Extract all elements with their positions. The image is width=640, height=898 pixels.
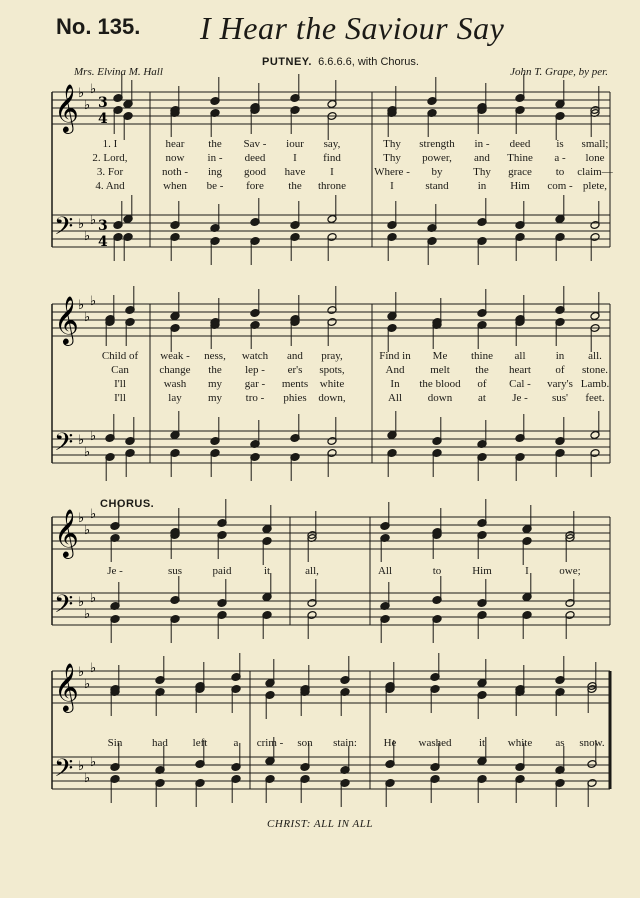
bass-clef-icon: 𝄢 [54, 590, 74, 625]
lyric-syllable: the [208, 364, 222, 376]
lyric-syllable: crim - [256, 737, 284, 749]
lyric-syllable: change [159, 364, 191, 376]
treble-clef-icon: 𝄞 [54, 508, 79, 557]
lyric-syllable: I [293, 152, 297, 164]
hymn-number: No. 135. [56, 14, 141, 39]
lyric-syllable: lone [585, 152, 605, 164]
lyric-syllable: a - [554, 152, 566, 164]
lyric-syllable: Lamb. [580, 378, 610, 390]
lyric-syllable: in [477, 180, 487, 192]
lyric-syllable: left [192, 737, 208, 749]
lyric-syllable: Sin [107, 737, 123, 749]
lyric-syllable: Find in [379, 350, 411, 362]
flat-sign-icon: ♭ [78, 665, 85, 680]
flat-sign-icon: ♭ [78, 298, 85, 313]
lyric-syllable: Can [111, 364, 129, 376]
meter: 6.6.6.6, with Chorus. [318, 56, 419, 68]
flat-sign-icon: ♭ [84, 771, 91, 786]
bass-clef-icon: 𝄢 [54, 754, 74, 789]
flat-sign-icon: ♭ [84, 310, 91, 325]
lyric-syllable: strength [419, 138, 455, 150]
flat-sign-icon: ♭ [78, 86, 85, 101]
lyric-syllable: down, [318, 392, 346, 404]
flat-sign-icon: ♭ [90, 661, 97, 676]
author-credit: Mrs. Elvina M. Hall [74, 66, 163, 78]
lyric-syllable: grace [508, 166, 532, 178]
lyric-syllable: snow. [579, 737, 605, 749]
lyric-syllable: to [555, 166, 565, 178]
tune-name: PUTNEY. [262, 56, 312, 68]
lyric-syllable: melt [430, 364, 450, 376]
lyric-syllable: stand [425, 180, 449, 192]
lyric-syllable: Thy [473, 166, 491, 178]
lyric-syllable: by [431, 166, 443, 178]
lyric-syllable: Cal - [509, 378, 531, 390]
lyric-syllable: lay [168, 392, 182, 404]
flat-sign-icon: ♭ [90, 507, 97, 522]
composer-credit: John T. Grape, by per. [510, 66, 608, 78]
lyric-syllable: and [474, 152, 490, 164]
lyric-syllable: owe; [559, 565, 581, 577]
flat-sign-icon: ♭ [78, 217, 85, 232]
lyric-syllable: phies [283, 392, 307, 404]
lyric-syllable: in - [207, 152, 223, 164]
lyric-syllable: All [377, 565, 393, 577]
lyric-syllable: stain: [333, 737, 357, 749]
lyric-syllable: com - [547, 180, 573, 192]
lyric-syllable: it [263, 565, 271, 577]
lyric-syllable: fore [246, 180, 264, 192]
bass-clef-icon: 𝄢 [54, 428, 74, 463]
lyric-syllable: plete, [582, 180, 608, 192]
treble-clef-icon: 𝄞 [54, 662, 79, 711]
flat-sign-icon: ♭ [78, 595, 85, 610]
lyric-syllable: a [233, 737, 239, 749]
lyric-syllable: feet. [585, 392, 605, 404]
lyric-syllable: now [165, 152, 185, 164]
lyric-syllable: gar - [244, 378, 266, 390]
lyric-syllable: tro - [245, 392, 265, 404]
lyric-syllable: my [207, 392, 223, 404]
flat-sign-icon: ♭ [84, 98, 91, 113]
lyric-syllable: 3. For [96, 166, 124, 178]
lyric-syllable: stone. [582, 364, 608, 376]
lyric-syllable: all [514, 350, 526, 362]
lyric-syllable: I [330, 166, 334, 178]
lyric-syllable: washed [418, 737, 452, 749]
lyric-syllable: I [390, 180, 394, 192]
lyric-syllable: 1. I [102, 138, 118, 150]
lyric-syllable: 4. And [95, 180, 125, 192]
flat-sign-icon: ♭ [90, 755, 97, 770]
lyric-syllable: Je - [512, 392, 528, 404]
lyric-syllable: down [427, 392, 453, 404]
lyric-syllable: son [297, 737, 313, 749]
lyric-syllable: it [478, 737, 486, 749]
flat-sign-icon: ♭ [84, 677, 91, 692]
lyric-syllable: sus [167, 565, 183, 577]
lyric-syllable: vary's [547, 378, 573, 390]
lyric-syllable: in - [474, 138, 490, 150]
treble-clef-icon: 𝄞 [54, 295, 79, 344]
lyric-syllable: the [475, 364, 489, 376]
lyric-syllable: sus' [551, 392, 569, 404]
lyric-syllable: have [284, 166, 306, 178]
lyric-syllable: Thine [507, 152, 533, 164]
lyric-syllable: find [323, 152, 341, 164]
flat-sign-icon: ♭ [84, 523, 91, 538]
lyric-syllable: all, [305, 565, 319, 577]
flat-sign-icon: ♭ [84, 607, 91, 622]
lyric-syllable: 2. Lord, [92, 152, 128, 164]
lyric-syllable: claim— [577, 166, 613, 178]
lyric-syllable: heart [509, 364, 531, 376]
lyric-syllable: I [525, 565, 529, 577]
flat-sign-icon: ♭ [78, 433, 85, 448]
time-signature: 4 [98, 111, 108, 127]
lyric-syllable: He [383, 737, 397, 749]
lyric-syllable: is [556, 138, 564, 150]
hymn-title: I Hear the Saviour Say [200, 10, 505, 46]
lyric-syllable: Him [510, 180, 530, 192]
lyric-syllable: deed [244, 152, 266, 164]
lyric-syllable: Me [432, 350, 448, 362]
topic-footer: CHRIST: ALL IN ALL [267, 818, 373, 830]
lyric-syllable: as [555, 737, 565, 749]
flat-sign-icon: ♭ [90, 591, 97, 606]
lyric-syllable: Je - [107, 565, 123, 577]
lyric-syllable: I'll [114, 392, 126, 404]
lyric-syllable: my [207, 378, 223, 390]
lyric-syllable: be - [206, 180, 224, 192]
lyric-syllable: power, [422, 152, 452, 164]
lyric-syllable: ments [281, 378, 309, 390]
lyric-syllable: Thy [383, 138, 401, 150]
flat-sign-icon: ♭ [84, 445, 91, 460]
lyric-syllable: deed [509, 138, 531, 150]
lyric-syllable: thine [471, 350, 493, 362]
lyric-syllable: of [555, 364, 565, 376]
lyric-syllable: In [390, 378, 400, 390]
lyric-syllable: spots, [319, 364, 345, 376]
lyric-syllable: noth - [162, 166, 188, 178]
lyric-syllable: all. [588, 350, 602, 362]
flat-sign-icon: ♭ [90, 213, 97, 228]
lyric-syllable: to [432, 565, 442, 577]
lyric-syllable: small; [581, 138, 609, 150]
bass-clef-icon: 𝄢 [54, 212, 74, 247]
lyric-syllable: the blood [419, 378, 461, 390]
flat-sign-icon: ♭ [90, 294, 97, 309]
lyric-syllable: wash [163, 378, 187, 390]
lyric-syllable: And [385, 364, 405, 376]
chorus-label: CHORUS. [100, 498, 155, 510]
time-signature: 3 [98, 218, 108, 234]
flat-sign-icon: ♭ [78, 511, 85, 526]
lyric-syllable: at [478, 392, 486, 404]
lyric-syllable: er's [287, 364, 303, 376]
lyric-syllable: Child of [101, 350, 139, 362]
lyric-syllable: weak - [160, 350, 190, 362]
lyric-syllable: good [244, 166, 266, 178]
lyric-syllable: when [163, 180, 187, 192]
lyric-syllable: ness, [204, 350, 226, 362]
flat-sign-icon: ♭ [78, 759, 85, 774]
lyric-syllable: Him [472, 565, 492, 577]
lyric-syllable: the [288, 180, 302, 192]
lyric-syllable: and [287, 350, 303, 362]
lyric-syllable: paid [212, 565, 232, 577]
lyric-syllable: Where - [374, 166, 410, 178]
lyric-syllable: white [319, 378, 345, 390]
lyric-syllable: had [152, 737, 168, 749]
lyric-syllable: All [387, 392, 403, 404]
treble-clef-icon: 𝄞 [54, 83, 79, 132]
lyric-syllable: pray, [321, 350, 343, 362]
lyric-syllable: hear [165, 138, 185, 150]
time-signature: 4 [98, 234, 108, 250]
flat-sign-icon: ♭ [84, 229, 91, 244]
lyric-syllable: white [507, 737, 533, 749]
lyric-syllable: Sav - [243, 138, 267, 150]
flat-sign-icon: ♭ [90, 429, 97, 444]
time-signature: 3 [98, 95, 108, 111]
lyric-syllable: Thy [383, 152, 401, 164]
lyric-syllable: say, [323, 138, 341, 150]
lyric-syllable: throne [317, 180, 347, 192]
lyric-syllable: the [208, 138, 222, 150]
lyric-syllable: ing [207, 166, 223, 178]
flat-sign-icon: ♭ [90, 82, 97, 97]
lyric-syllable: in [555, 350, 565, 362]
lyric-syllable: lep - [245, 364, 265, 376]
lyric-syllable: of [477, 378, 487, 390]
lyric-syllable: I'll [114, 378, 126, 390]
lyric-syllable: watch [241, 350, 269, 362]
lyric-syllable: iour [286, 138, 304, 150]
